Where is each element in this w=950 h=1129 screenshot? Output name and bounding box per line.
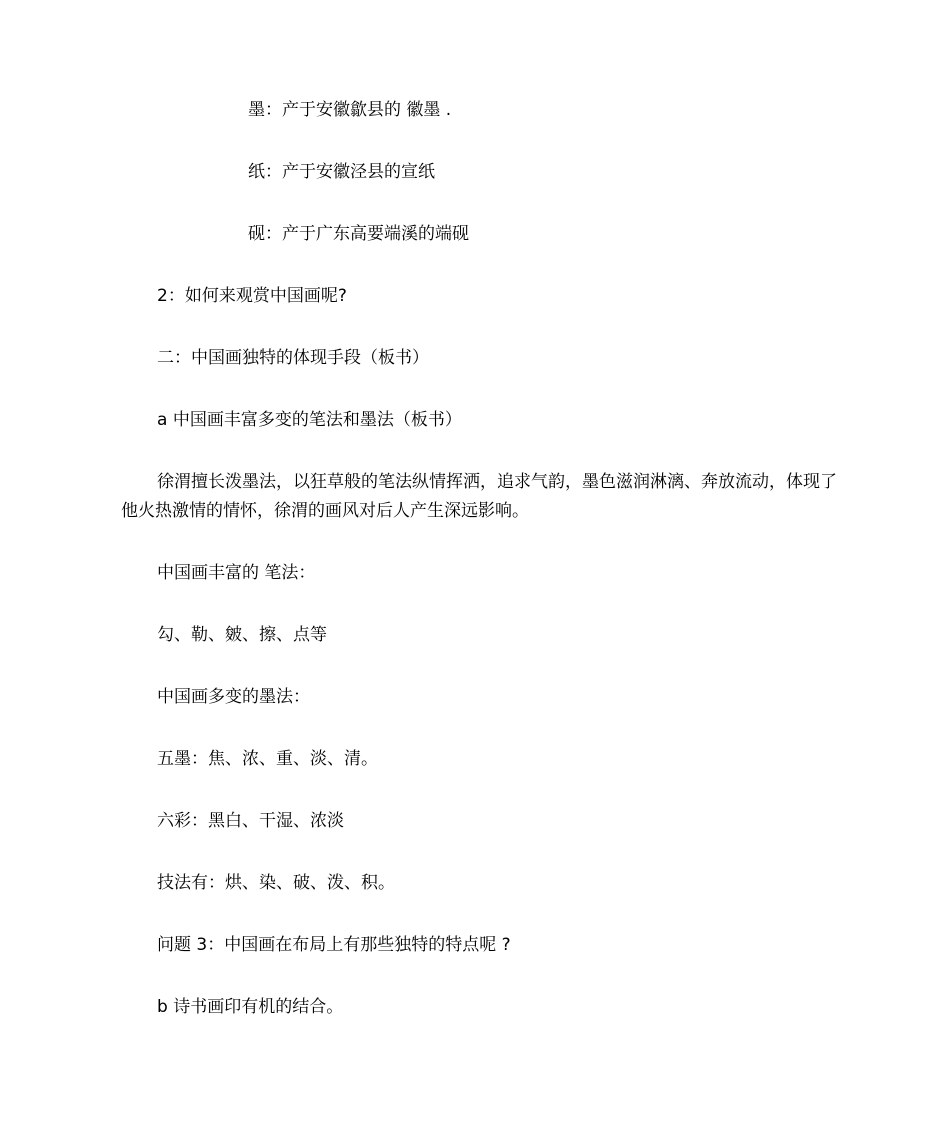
section-heading-2: 二：中国画独特的体现手段（板书） bbox=[157, 348, 429, 368]
text-line-ink: 墨：产于安徽歙县的 徽墨 . bbox=[248, 100, 452, 120]
text-line-techniques: 技法有：烘、染、破、泼、积。 bbox=[157, 873, 395, 893]
text-line-paper: 纸：产于安徽泾县的宣纸 bbox=[248, 162, 435, 182]
text-line-brush-methods-title: 中国画丰富的 笔法： bbox=[157, 563, 316, 583]
text-line-inkstone: 砚：产于广东高要端溪的端砚 bbox=[248, 224, 469, 244]
text-line-six-colors: 六彩：黑白、干湿、浓淡 bbox=[157, 811, 344, 831]
text-line-five-inks: 五墨：焦、浓、重、淡、清。 bbox=[157, 749, 378, 769]
paragraph-xuwei: 徐渭擅长泼墨法，以狂草般的笔法纵情挥洒，追求气韵，墨色滋润淋漓、奔放流动，体现了他火热激情的情怀，徐渭的画风对后人产生深远影响。 bbox=[121, 472, 837, 521]
text-line-brush-methods: 勾、勒、皴、擦、点等 bbox=[157, 625, 327, 645]
text-line-ink-methods-title: 中国画多变的墨法： bbox=[157, 687, 310, 707]
question-2: 2：如何来观赏中国画呢? bbox=[157, 286, 347, 306]
subheading-a: a 中国画丰富多变的笔法和墨法（板书） bbox=[157, 410, 462, 430]
question-3: 问题 3：中国画在布局上有那些独特的特点呢 ? bbox=[157, 935, 511, 955]
subheading-b: b 诗书画印有机的结合。 bbox=[157, 997, 344, 1017]
